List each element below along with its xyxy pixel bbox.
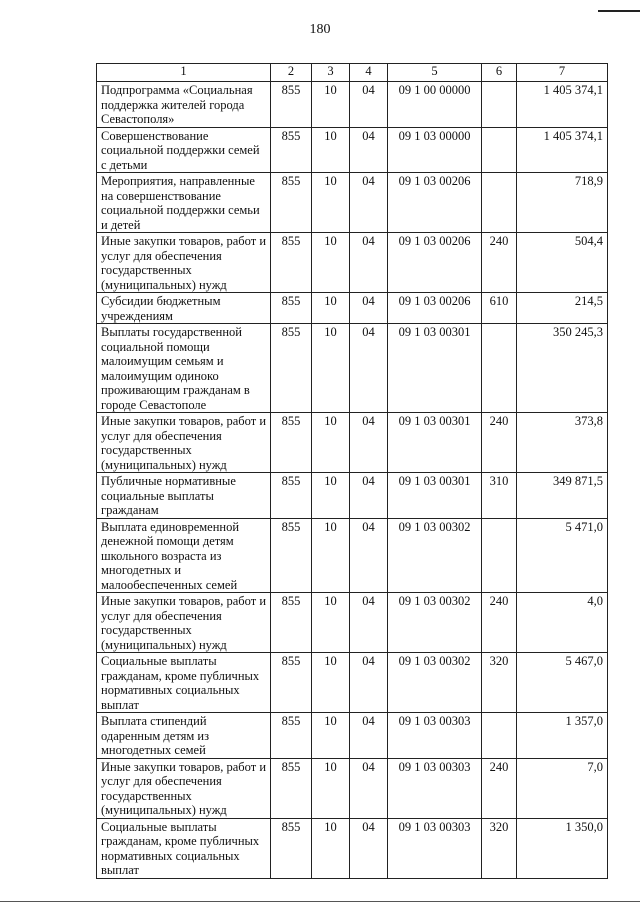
row-name-cell: Выплата единовременной денежной помощи детям школьного возраста из многодетных и малообеспеченных семей: [97, 518, 271, 593]
row-target-article-cell: 09 1 03 00303: [388, 758, 482, 818]
row-target-article-cell: 09 1 03 00303: [388, 818, 482, 878]
row-name-cell: Субсидии бюджетным учреждениям: [97, 293, 271, 324]
column-header: 5: [388, 64, 482, 82]
row-target-article-cell: 09 1 03 00206: [388, 233, 482, 293]
row-amount-cell: 504,4: [517, 233, 608, 293]
row-amount-cell: 1 405 374,1: [517, 82, 608, 128]
row-amount-cell: 7,0: [517, 758, 608, 818]
row-name-cell: Социальные выплаты гражданам, кроме публичных нормативных социальных выплат: [97, 818, 271, 878]
row-section-cell: 10: [312, 818, 350, 878]
column-header: 2: [271, 64, 312, 82]
row-section-cell: 10: [312, 713, 350, 759]
row-admin-code-cell: 855: [271, 82, 312, 128]
row-amount-cell: 5 467,0: [517, 653, 608, 713]
table-row: [97, 518, 608, 593]
budget-table: [96, 63, 608, 879]
table-row: [97, 324, 608, 413]
row-subsection-cell: 04: [350, 82, 388, 128]
row-expense-type-cell: [482, 518, 517, 593]
row-target-article-cell: 09 1 03 00302: [388, 593, 482, 653]
column-header: 7: [517, 64, 608, 82]
row-expense-type-cell: 320: [482, 653, 517, 713]
row-amount-cell: 5 471,0: [517, 518, 608, 593]
row-subsection-cell: 04: [350, 653, 388, 713]
row-section-cell: 10: [312, 173, 350, 233]
row-target-article-cell: 09 1 03 00303: [388, 713, 482, 759]
row-target-article-cell: 09 1 03 00000: [388, 127, 482, 173]
row-expense-type-cell: 610: [482, 293, 517, 324]
row-target-article-cell: 09 1 03 00302: [388, 653, 482, 713]
row-expense-type-cell: [482, 324, 517, 413]
row-subsection-cell: 04: [350, 324, 388, 413]
row-name-cell: Выплаты государственной социальной помощи малоимущим семьям и малоимущим одиноко проживающим гражданам в городе Севастополе: [97, 324, 271, 413]
row-admin-code-cell: 855: [271, 758, 312, 818]
row-target-article-cell: 09 1 03 00206: [388, 173, 482, 233]
row-target-article-cell: 09 1 03 00302: [388, 518, 482, 593]
table-row: [97, 818, 608, 878]
row-amount-cell: 1 350,0: [517, 818, 608, 878]
row-amount-cell: 1 405 374,1: [517, 127, 608, 173]
row-amount-cell: 718,9: [517, 173, 608, 233]
row-expense-type-cell: [482, 82, 517, 128]
row-section-cell: 10: [312, 324, 350, 413]
row-subsection-cell: 04: [350, 413, 388, 473]
row-amount-cell: 4,0: [517, 593, 608, 653]
column-header: 1: [97, 64, 271, 82]
row-admin-code-cell: 855: [271, 713, 312, 759]
row-expense-type-cell: 310: [482, 473, 517, 519]
column-header: 3: [312, 64, 350, 82]
row-target-article-cell: 09 1 03 00301: [388, 413, 482, 473]
table-row: [97, 593, 608, 653]
table-row: [97, 233, 608, 293]
row-section-cell: 10: [312, 82, 350, 128]
row-expense-type-cell: [482, 127, 517, 173]
row-name-cell: Социальные выплаты гражданам, кроме публичных нормативных социальных выплат: [97, 653, 271, 713]
bottom-rule: [0, 901, 640, 902]
row-admin-code-cell: 855: [271, 593, 312, 653]
row-target-article-cell: 09 1 03 00301: [388, 324, 482, 413]
row-admin-code-cell: 855: [271, 413, 312, 473]
row-subsection-cell: 04: [350, 233, 388, 293]
row-subsection-cell: 04: [350, 293, 388, 324]
row-section-cell: 10: [312, 653, 350, 713]
row-section-cell: 10: [312, 473, 350, 519]
row-subsection-cell: 04: [350, 127, 388, 173]
row-admin-code-cell: 855: [271, 173, 312, 233]
table-body: [97, 82, 608, 879]
row-subsection-cell: 04: [350, 758, 388, 818]
column-header: 4: [350, 64, 388, 82]
row-admin-code-cell: 855: [271, 818, 312, 878]
row-admin-code-cell: 855: [271, 324, 312, 413]
table-row: [97, 713, 608, 759]
row-subsection-cell: 04: [350, 173, 388, 233]
row-section-cell: 10: [312, 758, 350, 818]
table-row: [97, 173, 608, 233]
row-section-cell: 10: [312, 233, 350, 293]
row-name-cell: Иные закупки товаров, работ и услуг для обеспечения государственных (муниципальных) нужд: [97, 413, 271, 473]
row-name-cell: Иные закупки товаров, работ и услуг для обеспечения государственных (муниципальных) нужд: [97, 758, 271, 818]
row-expense-type-cell: 240: [482, 593, 517, 653]
table-row: [97, 473, 608, 519]
top-rule: [598, 10, 640, 12]
row-name-cell: Совершенствование социальной поддержки семей с детьми: [97, 127, 271, 173]
row-admin-code-cell: 855: [271, 473, 312, 519]
row-section-cell: 10: [312, 127, 350, 173]
table-row: [97, 82, 608, 128]
row-subsection-cell: 04: [350, 713, 388, 759]
row-expense-type-cell: 240: [482, 233, 517, 293]
row-name-cell: Иные закупки товаров, работ и услуг для обеспечения государственных (муниципальных) нужд: [97, 593, 271, 653]
row-name-cell: Подпрограмма «Социальная поддержка жителей города Севастополя»: [97, 82, 271, 128]
row-amount-cell: 350 245,3: [517, 324, 608, 413]
row-section-cell: 10: [312, 413, 350, 473]
row-amount-cell: 214,5: [517, 293, 608, 324]
row-target-article-cell: 09 1 03 00301: [388, 473, 482, 519]
row-name-cell: Выплата стипендий одаренным детям из многодетных семей: [97, 713, 271, 759]
column-header: 6: [482, 64, 517, 82]
table-row: [97, 127, 608, 173]
row-admin-code-cell: 855: [271, 233, 312, 293]
row-admin-code-cell: 855: [271, 653, 312, 713]
row-subsection-cell: 04: [350, 593, 388, 653]
row-target-article-cell: 09 1 00 00000: [388, 82, 482, 128]
row-section-cell: 10: [312, 593, 350, 653]
row-name-cell: Мероприятия, направленные на совершенствование социальной поддержки семьи и детей: [97, 173, 271, 233]
table-row: [97, 413, 608, 473]
row-target-article-cell: 09 1 03 00206: [388, 293, 482, 324]
row-section-cell: 10: [312, 293, 350, 324]
table-row: [97, 653, 608, 713]
row-subsection-cell: 04: [350, 473, 388, 519]
page-number: 180: [309, 22, 331, 37]
row-name-cell: Иные закупки товаров, работ и услуг для обеспечения государственных (муниципальных) нужд: [97, 233, 271, 293]
row-amount-cell: 373,8: [517, 413, 608, 473]
table-header-row: [97, 64, 608, 82]
row-amount-cell: 349 871,5: [517, 473, 608, 519]
row-admin-code-cell: 855: [271, 518, 312, 593]
row-expense-type-cell: 320: [482, 818, 517, 878]
row-admin-code-cell: 855: [271, 293, 312, 324]
row-expense-type-cell: 240: [482, 413, 517, 473]
row-expense-type-cell: [482, 713, 517, 759]
row-admin-code-cell: 855: [271, 127, 312, 173]
table-row: [97, 758, 608, 818]
row-expense-type-cell: 240: [482, 758, 517, 818]
table-row: [97, 293, 608, 324]
row-amount-cell: 1 357,0: [517, 713, 608, 759]
row-section-cell: 10: [312, 518, 350, 593]
row-subsection-cell: 04: [350, 518, 388, 593]
row-name-cell: Публичные нормативные социальные выплаты гражданам: [97, 473, 271, 519]
row-expense-type-cell: [482, 173, 517, 233]
row-subsection-cell: 04: [350, 818, 388, 878]
